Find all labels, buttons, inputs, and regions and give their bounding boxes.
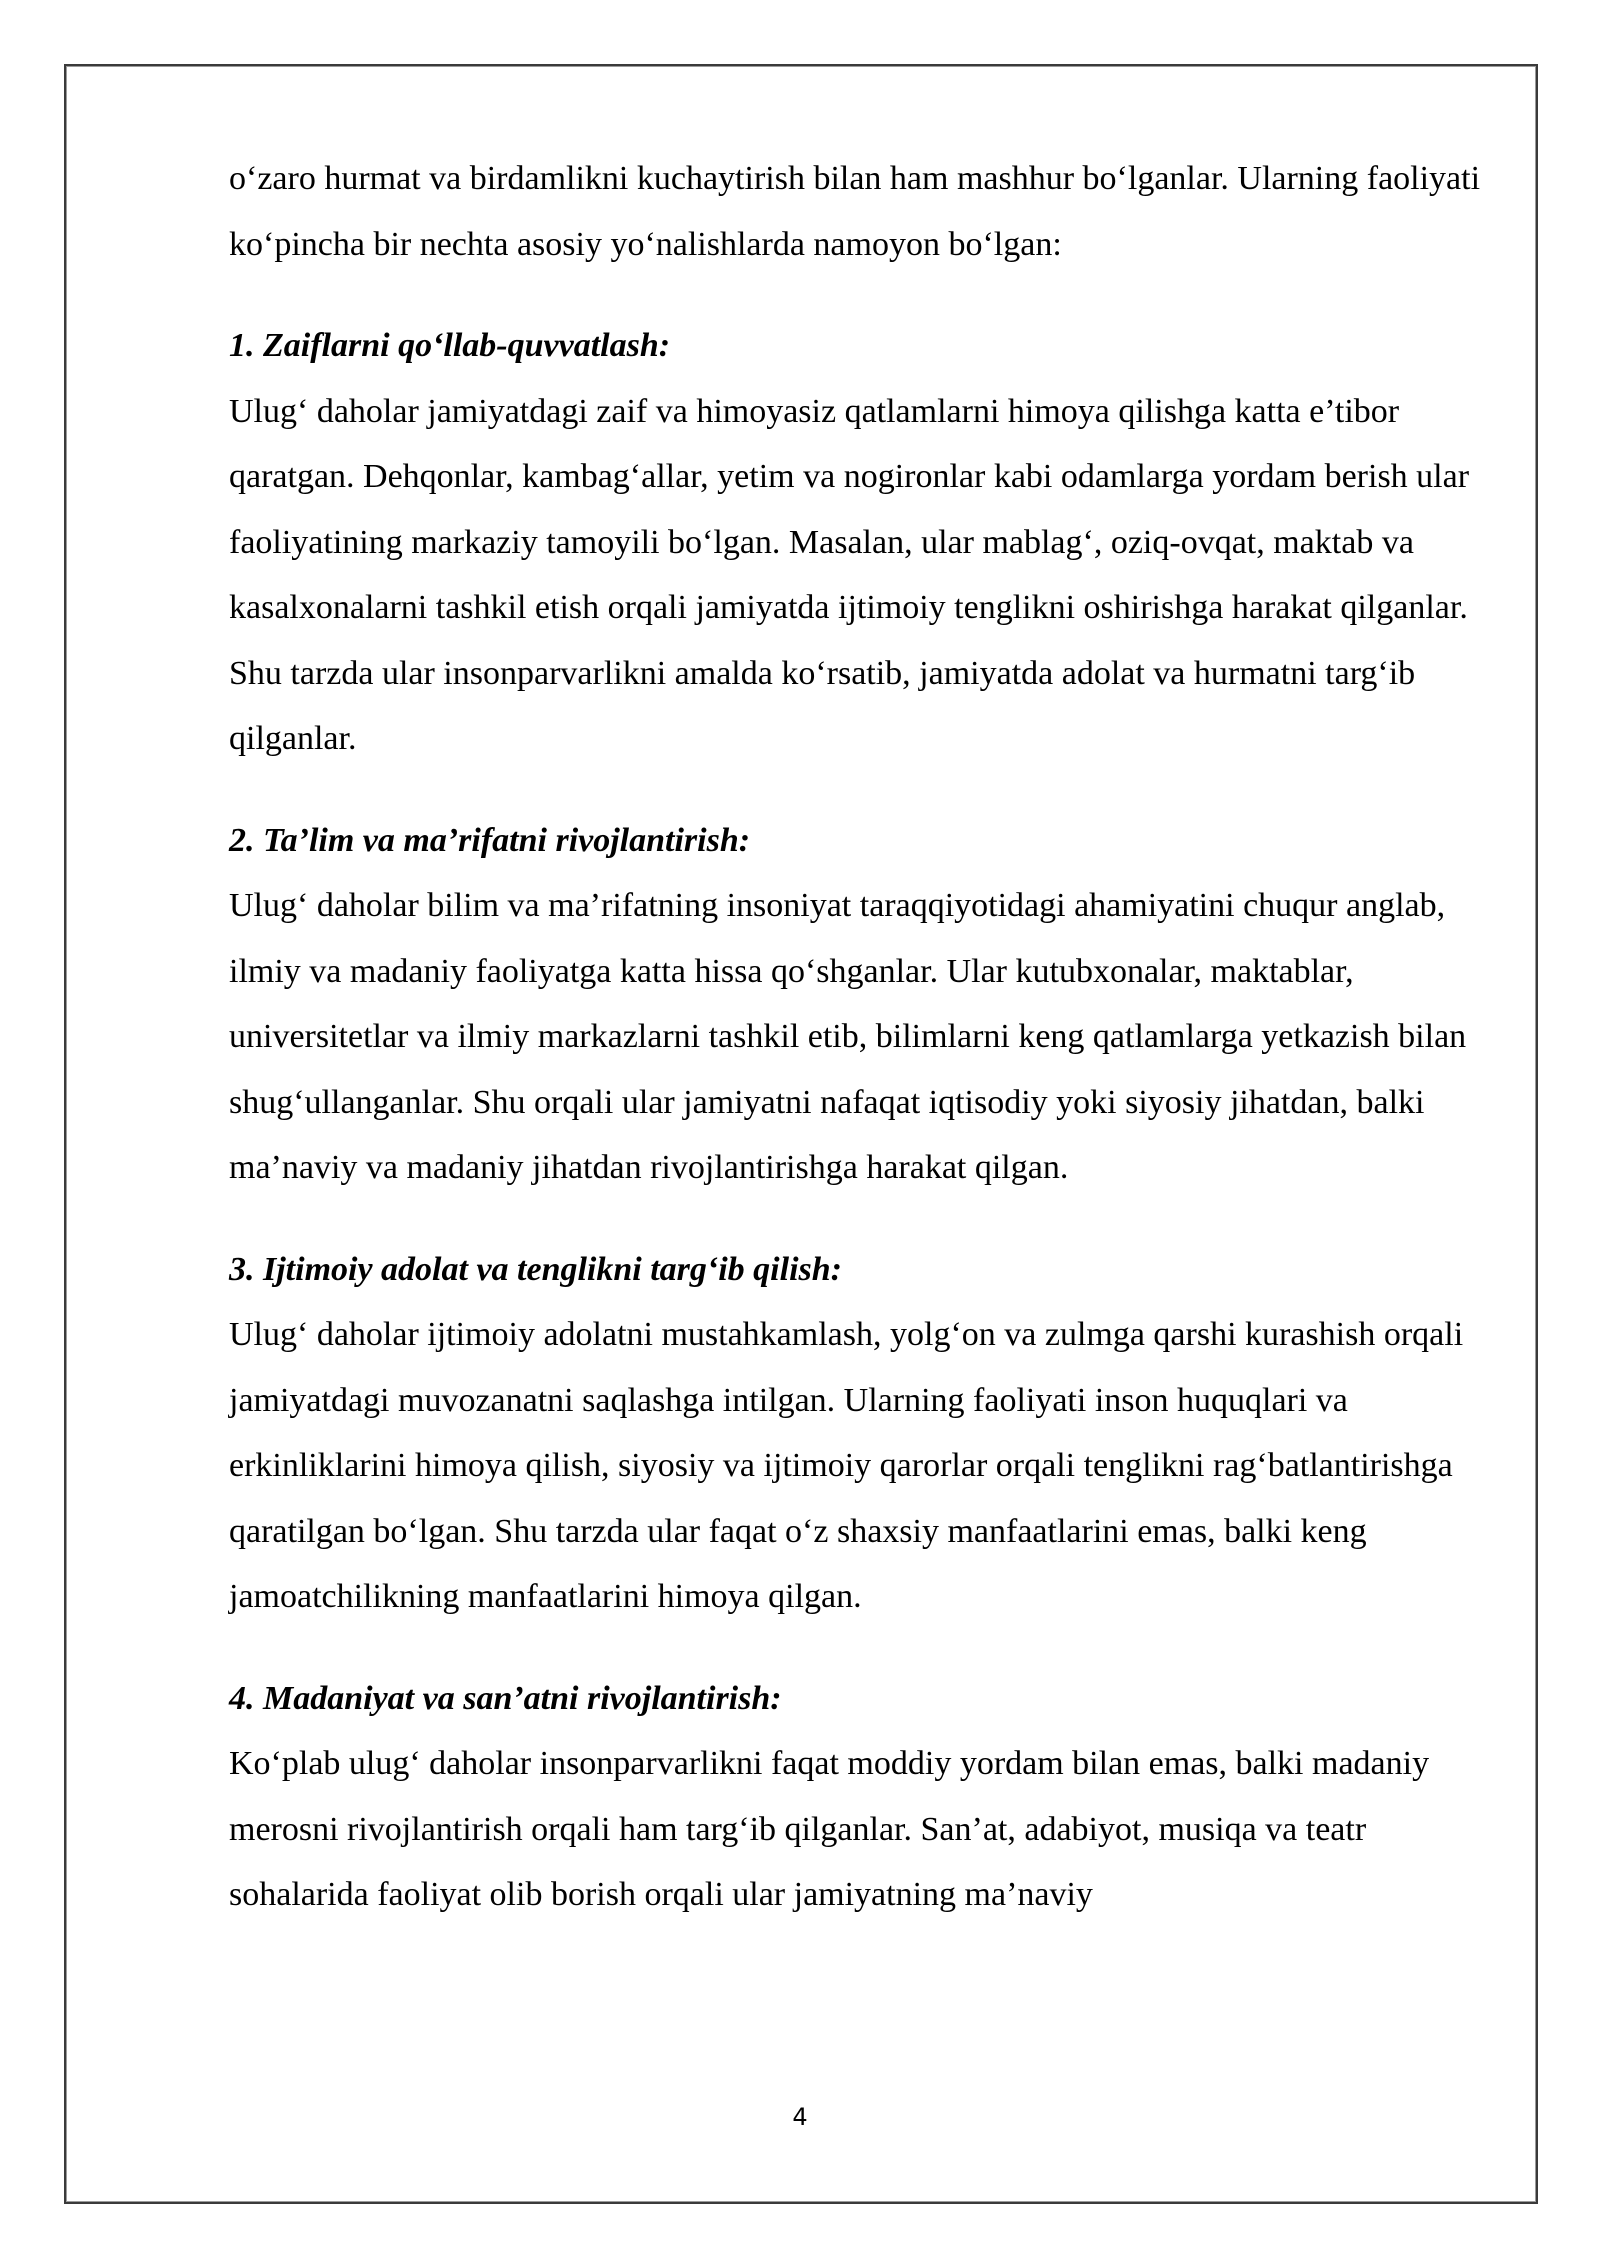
section-1 [229,313,1499,772]
section-paragraph: Ulug‘ daholar ijtimoiy adolatni mustahkamlash, yolg‘on va zulmga qarshi kurashish orqali jamiyatdagi muvozanatni saqlashga intilgan. Ularning faoliyati inson huquqlari va erkinliklarini himoya qilish, siyosiy va ijtimoiy qarorlar orqali tenglikni rag‘batlantirishga qaratilgan bo‘lgan. Shu tarzda ular faqat o‘z shaxsiy manfaatlarini emas, balki keng jamoatchilikning manfaatlarini himoya qilgan. [229,1316,1464,1615]
document-body [229,146,1499,1928]
section-4 [229,1666,1499,1928]
section-heading: 4. Madaniyat va san’atni rivojlantirish: [229,1679,782,1717]
intro-paragraph: o‘zaro hurmat va birdamlikni kuchaytirish bilan ham mashhur bo‘lganlar. Ularning faoliyati ko‘pincha bir nechta asosiy yo‘nalishlarda namoyon bo‘lgan: [229,160,1481,263]
section-heading: 3. Ijtimoiy adolat va tenglikni targ‘ib qilish: [229,1250,842,1288]
section-2 [229,808,1499,1201]
page-number: 4 [792,2103,808,2131]
section-paragraph: Ulug‘ daholar bilim va ma’rifatning insoniyat taraqqiyotidagi ahamiyatini chuqur anglab, ilmiy va madaniy faoliyatga katta hissa qo‘shganlar. Ular kutubxonalar, maktablar, universitetlar va ilmiy markazlarni tashkil etib, bilimlarni keng qatlamlarga yetkazish bilan shug‘ullanganlar. Shu orqali ular jamiyatni nafaqat iqtisodiy yoki siyosiy jihatdan, balki ma’naviy va madaniy jihatdan rivojlantirishga harakat qilgan. [229,887,1467,1186]
section-heading: 2. Ta’lim va ma’rifatni rivojlantirish: [229,821,751,859]
section-3 [229,1237,1499,1630]
section-paragraph: Ulug‘ daholar jamiyatdagi zaif va himoyasiz qatlamlarni himoya qilishga katta e’tibor qaratgan. Dehqonlar, kambag‘allar, yetim va nogironlar kabi odamlarga yordam berish ular faoliyatining markaziy tamoyili bo‘lgan. Masalan, ular mablag‘, oziq-ovqat, maktab va kasalxonalarni tashkil etish orqali jamiyatda ijtimoiy tenglikni oshirishga harakat qilganlar. Shu tarzda ular insonparvarlikni amalda ko‘rsatib, jamiyatda adolat va hurmatni targ‘ib qilganlar. [229,392,1470,757]
section-heading: 1. Zaiflarni qo‘llab-quvvatlash: [229,327,671,364]
section-paragraph: Ko‘plab ulug‘ daholar insonparvarlikni faqat moddiy yordam bilan emas, balki madaniy merosni rivojlantirish orqali ham targ‘ib qilganlar. San’at, adabiyot, musiqa va teatr sohalarida faoliyat olib borish orqali ular jamiyatning ma’naviy [229,1745,1430,1913]
